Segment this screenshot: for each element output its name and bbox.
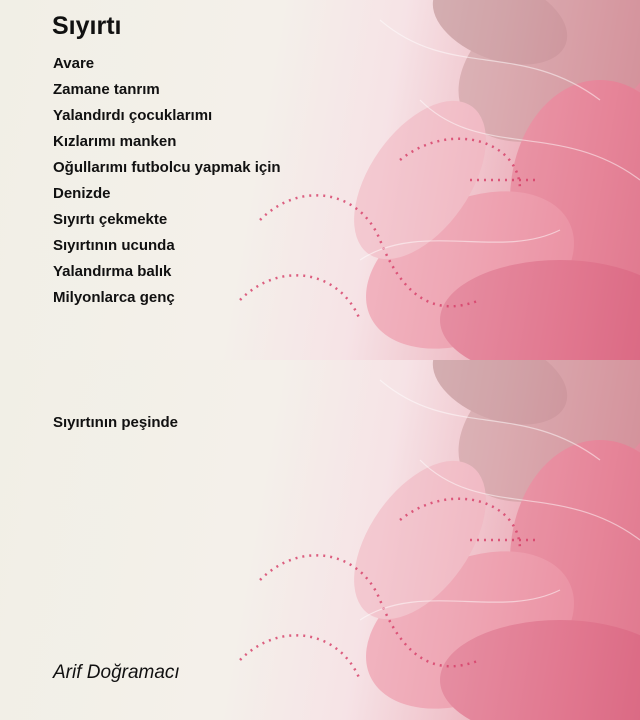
poem-line: Yalandırdı çocuklarımı <box>53 107 213 124</box>
poem-line: Denizde <box>53 185 111 202</box>
poem-line: Oğullarımı futbolcu yapmak için <box>53 159 281 176</box>
poem-line: Sıyırtı çekmekte <box>53 211 168 228</box>
poem-continuation-line: Sıyırtının peşinde <box>53 414 179 431</box>
poem-author: Arif Doğramacı <box>53 662 180 683</box>
poem-line: Kızlarımı manken <box>53 133 177 150</box>
poem-line: Avare <box>53 55 95 72</box>
poem-line: Sıyırtının ucunda <box>53 237 175 254</box>
poem-line: Milyonlarca genç <box>53 289 175 306</box>
poem-lines <box>53 54 281 314</box>
poem-line: Yalandırma balık <box>53 263 172 280</box>
poem-line: Zamane tanrım <box>53 81 160 98</box>
poem-title: Sıyırtı <box>52 12 122 40</box>
